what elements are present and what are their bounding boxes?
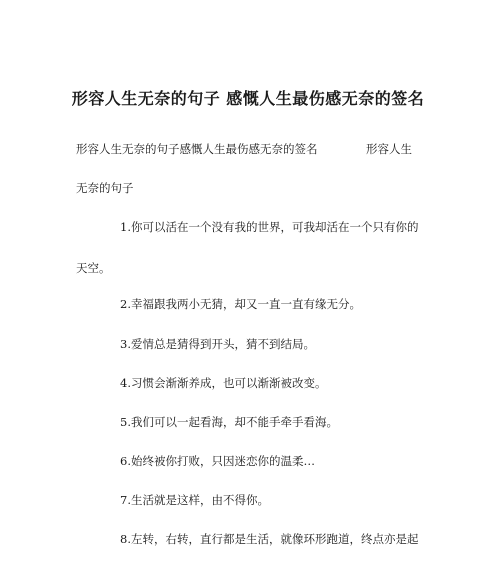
subtitle-left: 形容人生无奈的句子感慨人生最伤感无奈的签名 [76,142,318,156]
subtitle-right: 形容人生 [366,142,412,156]
list-item: 5.我们可以一起看海，却不能手牵手看海。 [120,415,338,429]
list-item: 6.始终被你打败，只因迷恋你的温柔… [120,454,315,468]
list-item: 8.左转，右转，直行都是生活，就像环形跑道，终点亦是起 [120,532,419,546]
list-item: 2.幸福跟我两小无猜，却又一直一直有缘无分。 [120,297,361,311]
list-item: 1.你可以活在一个没有我的世界，可我却活在一个只有你的 [120,220,419,234]
list-item-continuation: 天空。 [76,261,111,275]
list-item: 7.生活就是这样，由不得你。 [120,493,269,507]
list-item: 4.习惯会渐渐养成，也可以渐渐被改变。 [120,376,327,390]
document-title: 形容人生无奈的句子 感慨人生最伤感无奈的签名 [71,89,425,108]
list-item: 3.爱情总是猜得到开头，猜不到结局。 [120,337,315,351]
subtitle-continuation: 无奈的句子 [76,181,134,195]
